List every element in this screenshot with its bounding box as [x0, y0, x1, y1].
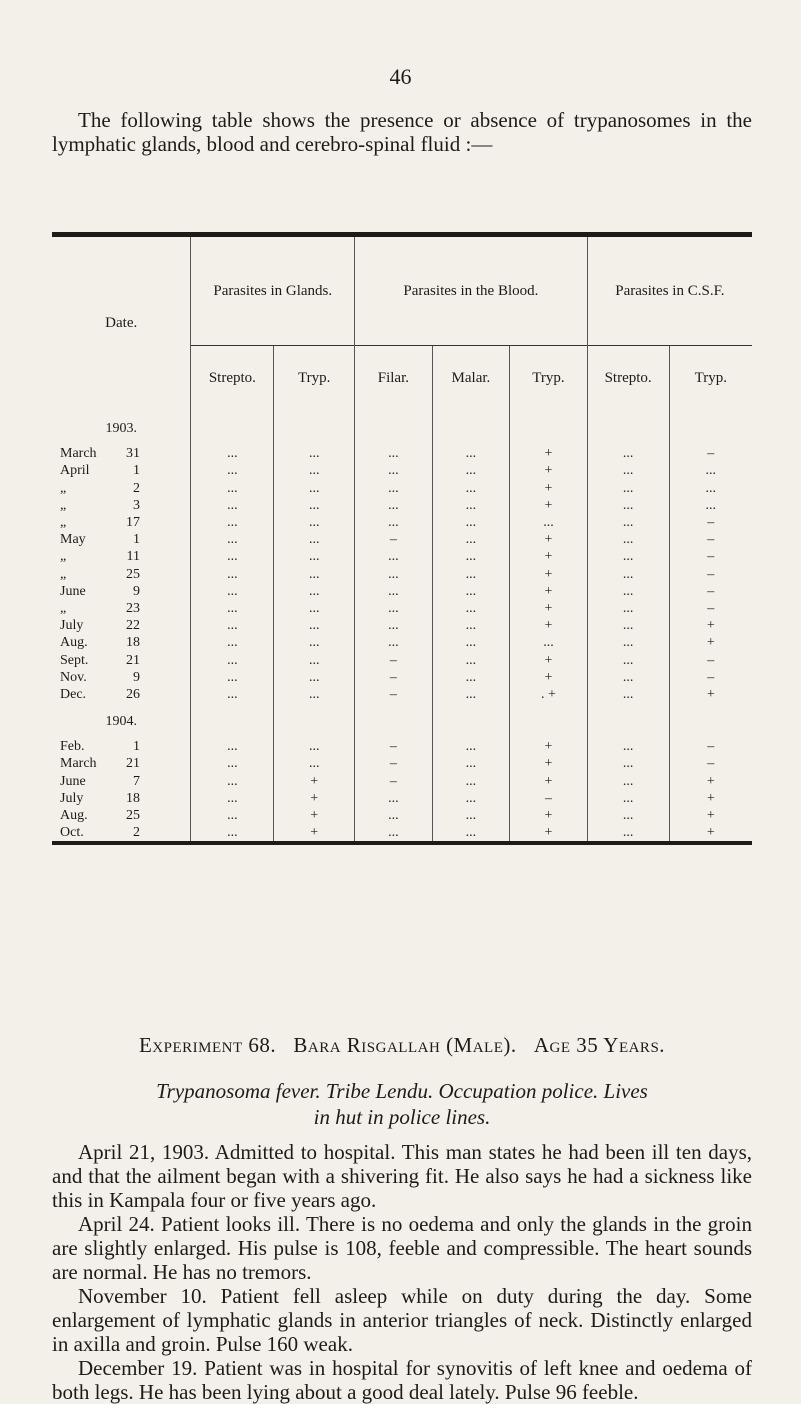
date-cell — [52, 790, 191, 807]
result-cell: + — [669, 617, 752, 634]
year-label: 1904. — [105, 714, 137, 730]
date-cell — [52, 669, 191, 686]
date-header: Date. — [52, 235, 191, 411]
result-cell: ... — [191, 824, 274, 843]
sub-header: Filar. — [355, 346, 433, 411]
result-cell: ... — [432, 669, 510, 686]
table-row — [52, 480, 752, 497]
result-cell: – — [669, 755, 752, 772]
date-cell — [52, 617, 191, 634]
result-cell: ... — [587, 531, 669, 548]
result-cell: ... — [510, 634, 588, 651]
result-cell: ... — [587, 686, 669, 703]
sub-header: Malar. — [432, 346, 510, 411]
result-cell: ... — [355, 480, 433, 497]
result-cell: ... — [587, 669, 669, 686]
result-cell: ... — [432, 807, 510, 824]
date-cell — [52, 566, 191, 583]
result-cell: – — [510, 790, 588, 807]
result-cell: + — [510, 548, 588, 565]
result-cell: ... — [355, 437, 433, 462]
result-cell: – — [669, 651, 752, 668]
table-row — [52, 600, 752, 617]
date-day: 9 — [133, 669, 140, 685]
empty-cell — [274, 703, 355, 730]
result-cell: ... — [274, 514, 355, 531]
date-day: 2 — [133, 480, 140, 496]
table-row — [52, 617, 752, 634]
result-cell: ... — [191, 773, 274, 790]
result-cell: ... — [191, 651, 274, 668]
result-cell: ... — [191, 617, 274, 634]
result-cell: + — [274, 790, 355, 807]
date-day: 23 — [126, 600, 140, 616]
empty-cell — [191, 410, 274, 437]
result-cell: + — [669, 686, 752, 703]
table-row — [52, 686, 752, 703]
result-cell: + — [510, 437, 588, 462]
table-row — [52, 514, 752, 531]
date-cell — [52, 600, 191, 617]
table-row — [52, 497, 752, 514]
date-cell — [52, 651, 191, 668]
page-number: 46 — [389, 64, 412, 89]
result-cell: ... — [587, 730, 669, 755]
result-cell: ... — [432, 634, 510, 651]
table-row — [52, 773, 752, 790]
result-cell: ... — [510, 514, 588, 531]
result-cell: ... — [432, 497, 510, 514]
result-cell: ... — [191, 730, 274, 755]
result-cell: ... — [355, 600, 433, 617]
date-month: Nov. — [60, 669, 87, 685]
date-day: 3 — [133, 497, 140, 513]
result-cell: ... — [432, 790, 510, 807]
result-cell: – — [355, 686, 433, 703]
date-cell — [52, 773, 191, 790]
result-cell: – — [669, 669, 752, 686]
experiment-number: 68. — [248, 1033, 277, 1057]
result-cell: – — [669, 730, 752, 755]
year-row — [52, 703, 752, 730]
result-cell: + — [510, 669, 588, 686]
result-cell: – — [669, 566, 752, 583]
result-cell: ... — [355, 583, 433, 600]
result-cell: ... — [274, 531, 355, 548]
table-row — [52, 651, 752, 668]
table-row — [52, 634, 752, 651]
result-cell: ... — [274, 583, 355, 600]
result-cell: ... — [432, 548, 510, 565]
result-cell: + — [669, 773, 752, 790]
result-cell: ... — [274, 437, 355, 462]
result-cell: + — [669, 790, 752, 807]
empty-cell — [355, 703, 433, 730]
date-day: 25 — [126, 566, 140, 582]
result-cell: ... — [432, 437, 510, 462]
sub-header: Strepto. — [587, 346, 669, 411]
result-cell: ... — [669, 462, 752, 479]
result-cell: ... — [432, 514, 510, 531]
date-month: „ — [60, 566, 67, 582]
result-cell: ... — [355, 807, 433, 824]
result-cell: ... — [432, 531, 510, 548]
date-month: May — [60, 532, 86, 548]
result-cell: ... — [432, 730, 510, 755]
result-cell: + — [669, 807, 752, 824]
result-cell: ... — [587, 566, 669, 583]
result-cell: ... — [587, 600, 669, 617]
result-cell: ... — [669, 480, 752, 497]
table-row — [52, 669, 752, 686]
result-cell: ... — [274, 480, 355, 497]
result-cell: ... — [587, 773, 669, 790]
result-cell: ... — [432, 755, 510, 772]
result-cell: + — [510, 600, 588, 617]
date-month: „ — [60, 480, 67, 496]
result-cell: + — [274, 773, 355, 790]
case-notes — [52, 1140, 752, 1404]
empty-cell — [355, 410, 433, 437]
result-cell: ... — [274, 669, 355, 686]
result-cell: – — [355, 730, 433, 755]
result-cell: ... — [274, 600, 355, 617]
date-month: April — [60, 463, 90, 479]
result-cell: + — [510, 773, 588, 790]
patient-sex: (Male). — [446, 1033, 517, 1057]
empty-cell — [510, 410, 588, 437]
result-cell: ... — [355, 497, 433, 514]
patient-age: Age 35 Years. — [533, 1033, 666, 1057]
intro-paragraph — [52, 108, 752, 156]
result-cell: + — [669, 634, 752, 651]
result-cell: ... — [274, 548, 355, 565]
date-cell — [52, 531, 191, 548]
result-cell: ... — [432, 462, 510, 479]
table-row — [52, 583, 752, 600]
result-cell: ... — [355, 824, 433, 843]
result-cell: + — [510, 480, 588, 497]
result-cell: – — [355, 755, 433, 772]
date-cell — [52, 497, 191, 514]
table-row — [52, 462, 752, 479]
table-row — [52, 531, 752, 548]
result-cell: ... — [274, 617, 355, 634]
empty-cell — [432, 703, 510, 730]
date-cell — [52, 437, 191, 462]
result-cell: ... — [432, 824, 510, 843]
sub-header: Strepto. — [191, 346, 274, 411]
date-month: July — [60, 618, 84, 634]
result-cell: ... — [274, 730, 355, 755]
result-cell: ... — [587, 807, 669, 824]
result-cell: ... — [191, 548, 274, 565]
table-row — [52, 807, 752, 824]
result-cell: ... — [191, 807, 274, 824]
result-cell: ... — [432, 686, 510, 703]
result-cell: ... — [432, 480, 510, 497]
result-cell: ... — [355, 617, 433, 634]
result-cell: ... — [587, 755, 669, 772]
result-cell: ... — [274, 755, 355, 772]
empty-cell — [669, 410, 752, 437]
glands-header: Parasites in Glands. — [191, 235, 355, 346]
result-cell: ... — [355, 566, 433, 583]
date-day: 18 — [126, 635, 140, 651]
result-cell: – — [669, 531, 752, 548]
table-body — [52, 410, 752, 843]
date-month: „ — [60, 600, 67, 616]
date-day: 22 — [126, 618, 140, 634]
date-cell — [52, 514, 191, 531]
date-month: Oct. — [60, 825, 84, 841]
date-cell — [52, 807, 191, 824]
result-cell: ... — [191, 600, 274, 617]
date-month: Aug. — [60, 635, 88, 651]
date-cell — [52, 755, 191, 772]
result-cell: + — [274, 807, 355, 824]
date-month: „ — [60, 497, 67, 513]
date-day: 21 — [126, 652, 140, 668]
date-day: 26 — [126, 686, 140, 702]
case-note-paragraph: December 19. Patient was in hospital for synovitis of left knee and oedema of both legs. He has been lying about a good deal lately. Pulse 96 feeble. — [52, 1356, 752, 1404]
date-day: 21 — [126, 756, 140, 772]
result-cell: ... — [274, 497, 355, 514]
empty-cell — [587, 410, 669, 437]
result-cell: ... — [587, 824, 669, 843]
date-day: 1 — [133, 463, 140, 479]
result-cell: ... — [355, 548, 433, 565]
result-cell: + — [669, 824, 752, 843]
result-cell: ... — [587, 651, 669, 668]
result-cell: ... — [587, 634, 669, 651]
case-note-paragraph: April 24. Patient looks ill. There is no oedema and only the glands in the groin are slightly enlarged. His pulse is 108, feeble and compressible. The heart sounds are normal. He has no tremors. — [52, 1212, 752, 1284]
date-month: March — [60, 756, 97, 772]
date-month: „ — [60, 515, 67, 531]
result-cell: ... — [432, 617, 510, 634]
result-cell: ... — [587, 617, 669, 634]
result-cell: ... — [587, 514, 669, 531]
csf-header: Parasites in C.S.F. — [587, 235, 752, 346]
date-cell — [52, 548, 191, 565]
result-cell: ... — [432, 583, 510, 600]
experiment-label: Experiment — [138, 1033, 243, 1057]
case-note-paragraph: November 10. Patient fell asleep while on duty during the day. Some enlargement of lymphatic glands in anterior triangles of neck. Distinctly enlarged in axilla and groin. Pulse 160 weak. — [52, 1284, 752, 1356]
result-cell: – — [355, 773, 433, 790]
result-cell: ... — [191, 462, 274, 479]
date-month: July — [60, 790, 84, 806]
date-month: June — [60, 583, 86, 599]
result-cell: + — [510, 566, 588, 583]
result-cell: – — [669, 583, 752, 600]
result-cell: + — [510, 807, 588, 824]
blood-header: Parasites in the Blood. — [355, 235, 588, 346]
result-cell: ... — [274, 651, 355, 668]
result-cell: – — [355, 669, 433, 686]
result-cell: ... — [587, 437, 669, 462]
subtitle-line: Trypanosoma fever. Tribe Lendu. Occupation police. Lives — [156, 1079, 648, 1103]
date-day: 7 — [133, 773, 140, 789]
experiment-subtitle — [52, 1078, 752, 1130]
result-cell: ... — [191, 480, 274, 497]
result-cell: ... — [587, 497, 669, 514]
result-cell: ... — [274, 566, 355, 583]
year-row — [52, 410, 752, 437]
intro-text: The following table shows the presence or absence of trypanosomes in the lymphatic glands, blood and cerebro-spinal fluid :— — [52, 108, 752, 156]
table-row — [52, 437, 752, 462]
result-cell: ... — [191, 497, 274, 514]
date-day: 25 — [126, 808, 140, 824]
date-cell — [52, 583, 191, 600]
result-cell: ... — [587, 583, 669, 600]
result-cell: ... — [191, 437, 274, 462]
result-cell: – — [669, 514, 752, 531]
table-row — [52, 824, 752, 843]
result-cell: + — [510, 755, 588, 772]
result-cell: – — [669, 600, 752, 617]
result-cell: ... — [587, 480, 669, 497]
date-cell — [52, 730, 191, 755]
date-day: 2 — [133, 825, 140, 841]
result-cell: ... — [355, 514, 433, 531]
empty-cell — [432, 410, 510, 437]
date-day: 1 — [133, 532, 140, 548]
result-cell: ... — [191, 531, 274, 548]
result-cell: ... — [191, 755, 274, 772]
empty-cell — [191, 703, 274, 730]
result-cell: + — [510, 824, 588, 843]
result-cell: ... — [669, 497, 752, 514]
empty-cell — [510, 703, 588, 730]
result-cell: ... — [191, 669, 274, 686]
result-cell: ... — [274, 686, 355, 703]
result-cell: ... — [274, 634, 355, 651]
table-row — [52, 566, 752, 583]
table-row — [52, 755, 752, 772]
experiment-heading — [52, 1033, 752, 1058]
result-cell: + — [510, 531, 588, 548]
result-cell: – — [669, 437, 752, 462]
result-cell: + — [510, 730, 588, 755]
year-label: 1903. — [105, 421, 137, 437]
date-cell — [52, 686, 191, 703]
date-cell — [52, 480, 191, 497]
result-cell: . + — [510, 686, 588, 703]
table-row — [52, 548, 752, 565]
result-cell: + — [274, 824, 355, 843]
result-cell: ... — [432, 566, 510, 583]
date-cell — [52, 824, 191, 843]
result-cell: + — [510, 462, 588, 479]
case-note-paragraph: April 21, 1903. Admitted to hospital. This man states he had been ill ten days, and that the ailment began with a shivering fit. He also says he had a sickness like this in Kampala four or five years ago. — [52, 1140, 752, 1212]
result-cell: + — [510, 583, 588, 600]
result-cell: – — [669, 548, 752, 565]
empty-cell — [669, 703, 752, 730]
date-month: June — [60, 773, 86, 789]
trypanosome-table — [52, 232, 752, 845]
result-cell: ... — [587, 790, 669, 807]
result-cell: ... — [274, 462, 355, 479]
result-cell: + — [510, 651, 588, 668]
date-month: March — [60, 446, 97, 462]
date-day: 1 — [133, 739, 140, 755]
result-cell: + — [510, 497, 588, 514]
result-cell: + — [510, 617, 588, 634]
date-day: 18 — [126, 790, 140, 806]
result-cell: ... — [587, 548, 669, 565]
table-row — [52, 730, 752, 755]
result-cell: ... — [355, 634, 433, 651]
subtitle-line: in hut in police lines. — [313, 1105, 491, 1129]
table-row — [52, 790, 752, 807]
result-cell: ... — [432, 600, 510, 617]
result-cell: ... — [191, 566, 274, 583]
date-day: 31 — [126, 446, 140, 462]
result-cell: ... — [191, 686, 274, 703]
result-cell: ... — [191, 790, 274, 807]
empty-cell — [274, 410, 355, 437]
sub-header: Tryp. — [510, 346, 588, 411]
result-cell: ... — [432, 651, 510, 668]
patient-name: Bara Risgallah — [293, 1033, 441, 1057]
result-cell: ... — [355, 462, 433, 479]
date-day: 9 — [133, 583, 140, 599]
empty-cell — [587, 703, 669, 730]
result-cell: ... — [355, 790, 433, 807]
sub-header: Tryp. — [669, 346, 752, 411]
date-month: Sept. — [60, 652, 89, 668]
date-cell — [52, 634, 191, 651]
date-day: 17 — [126, 515, 140, 531]
result-cell: ... — [191, 583, 274, 600]
date-month: Dec. — [60, 686, 87, 702]
result-cell: – — [355, 651, 433, 668]
date-day: 11 — [126, 549, 140, 565]
date-month: Aug. — [60, 808, 88, 824]
sub-header: Tryp. — [274, 346, 355, 411]
result-cell: ... — [191, 514, 274, 531]
date-month: „ — [60, 549, 67, 565]
date-month: Feb. — [60, 739, 85, 755]
result-cell: – — [355, 531, 433, 548]
result-cell: ... — [587, 462, 669, 479]
result-cell: ... — [432, 773, 510, 790]
result-cell: ... — [191, 634, 274, 651]
date-cell — [52, 462, 191, 479]
